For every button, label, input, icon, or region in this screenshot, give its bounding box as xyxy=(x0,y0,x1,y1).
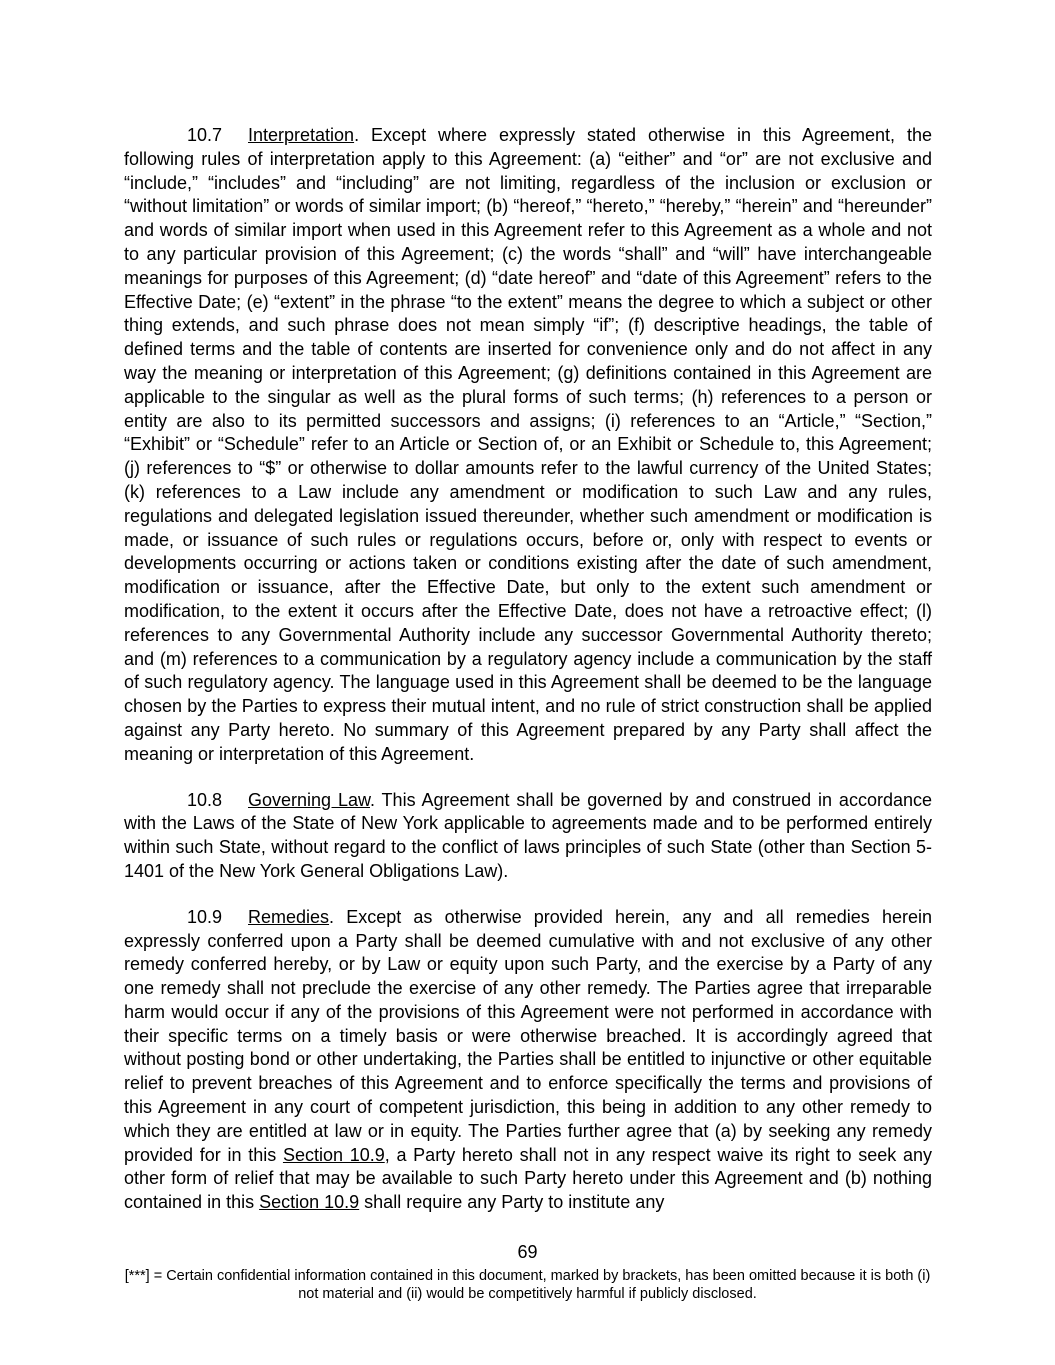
section-number: 10.9 xyxy=(187,906,223,927)
page-number: 69 xyxy=(517,1242,538,1262)
section-body: . This Agreement shall be governed by and construed in accordance with the Laws of the State of New York applicable to agreements made and to be performed entirely within such State, without regard to the conflict of laws principles of such State (other than Section 5-1401 of the New York General Obligations Law). xyxy=(124,789,932,881)
section-title: Governing Law xyxy=(248,789,370,810)
paragraph-spacer xyxy=(124,884,932,906)
page-footer xyxy=(0,1241,1055,1303)
section-body: . Except where expressly stated otherwise in this Agreement, the following rules of interpretation apply to this Agreement: (a) “either” and “or” are not exclusive and “include,” “includes” and “including” are not limiting, regardless of the inclusion or exclusion or “without limitation” or words of similar import; (b) “hereof,” “hereto,” “hereby,” “herein” and “hereunder” and words of similar import when used in this Agreement refer to this Agreement as a whole and not to any particular provision of this Agreement; (c) the words “shall” and “will” have interchangeable meanings for purposes of this Agreement; (d) “date hereof” and “date of this Agreement” refers to the Effective Date; (e) “extent” in the phrase “to the extent” means the degree to which a subject or other thing extends, and such phrase does not mean simply “if”; (f) descriptive headings, the table of defined terms and the table of contents are inserted for convenience only and do not affect in any way the meaning or interpretation of this Agreement; (g) definitions contained in this Agreement are applicable to the singular as well as the plural forms of such terms; (h) references to a person or entity are also to its permitted successors and assigns; (i) references to an “Article,” “Section,” “Exhibit” or “Schedule” refer to an Article or Section of, or an Exhibit or Schedule to, this Agreement; (j) references to “$” or otherwise to dollar amounts refer to the lawful currency of the United States; (k) references to a Law include any amendment or modification to such Law and any rules, regulations and delegated legislation issued thereunder, whether such amendment or modification is made, or issuance of such rules or regulations occurs, before or, only with respect to events or developments occurring or actions taken or conditions existing after the date of such amendment, modification or issuance, after the Effective Date, but only to the extent such amendment or modification, to the extent it occurs after the Effective Date, does not have a retroactive effect; (l) references to any Governmental Authority include any successor Governmental Authority thereto; and (m) references to a communication by a regulatory agency include a communication by the staff of such regulatory agency. The language used in this Agreement shall be deemed to be the language chosen by the Parties to express their mutual intent, and no rule of strict construction shall be applied against any Party hereto. No summary of this Agreement prepared by any Party shall affect the meaning or interpretation of this Agreement. xyxy=(124,125,932,764)
section-body: shall require any Party to institute any xyxy=(359,1192,665,1213)
section-body: . Except as otherwise provided herein, any and all remedies herein expressly conferred upon a Party shall be deemed cumulative with and not exclusive of any other remedy conferred hereby, or by Law or equity upon such Party, and the exercise by a Party of any one remedy shall not preclude the exercise of any other remedy. The Parties agree that irreparable harm would occur if any of the provisions of this Agreement were not performed in accordance with their specific terms on a timely basis or were otherwise breached. It is accordingly agreed that without posting bond or other undertaking, the Parties shall be entitled to injunctive or other equitable relief to prevent breaches of this Agreement and to enforce specifically the terms and provisions of this Agreement in any court of competent jurisdiction, this being in addition to any other remedy to which they are entitled at law or in equity. The Parties further agree that (a) by seeking any remedy provided for in this xyxy=(124,906,932,1165)
section-cross-reference: Section 10.9 xyxy=(282,1144,385,1165)
section-10-9-paragraph xyxy=(124,906,932,1215)
section-title: Interpretation xyxy=(248,125,355,145)
section-body: , a Party hereto shall not in any respect waive its right to seek any other form of relief that may be available to such Party hereto under this Agreement and (b) nothing contained in this xyxy=(124,1144,933,1213)
section-10-8-paragraph xyxy=(124,789,932,884)
section-cross-reference: Section 10.9 xyxy=(259,1192,360,1213)
section-number: 10.8 xyxy=(187,789,223,810)
section-10-7-paragraph xyxy=(124,124,932,767)
section-number: 10.7 xyxy=(187,125,223,145)
confidentiality-disclaimer: [***] = Certain confidential information contained in this document, marked by brackets, has been omitted because it is both (i) not material and (ii) would be competitively harmful if publicly disclosed. xyxy=(124,1268,931,1302)
section-title: Remedies xyxy=(248,906,330,927)
paragraph-spacer xyxy=(124,767,932,789)
document-page xyxy=(124,124,932,1215)
